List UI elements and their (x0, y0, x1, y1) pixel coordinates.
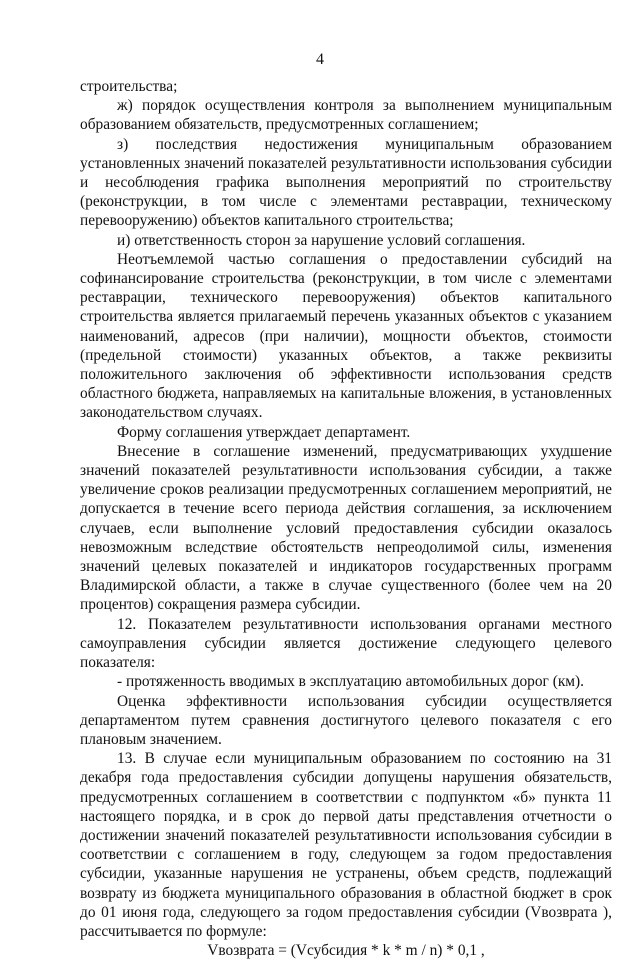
paragraph-object-list: Неотъемлемой частью соглашения о предоставлении субсидий на софинансирование строительства (реконструкции, в том числе с элементами реставрации, технического перевооружения) объектов капитального строительства является прилагаемый перечень указанных объектов с указанием наименований, адресов (при наличии), мощности объектов, стоимости (предельной стоимости) указанных объектов, а также реквизиты положительного заключения об эффективности использования средств областного бюджета, направляемых на капитальные вложения, в установленных законодательством случаях. (80, 250, 612, 422)
paragraph-indicator: - протяженность вводимых в эксплуатацию автомобильных дорог (км). (117, 673, 585, 691)
document-body (80, 77, 612, 960)
paragraph-item-i: и) ответственность сторон за нарушение условий соглашения. (117, 231, 526, 249)
paragraph-item-z: з) последствия недостижения муниципальным образованием установленных значений показателей результативности использования субсидии и несоблюдения графика выполнения мероприятий по строительству (реконструкции, в том числе с элементами реставрации, техническому перевооружению) объектов капитального строительства; (80, 135, 612, 230)
paragraph-continuation: строительства; (80, 78, 178, 95)
paragraph-amendments: Внесение в соглашение изменений, предусматривающих ухудшение значений показателей результативности использования субсидии, а также увеличение сроков реализации предусмотренных соглашением мероприятий, не допускается в течение всего периода действия соглашения, за исключением случаев, если выполнение условий предоставления субсидии оказалось невозможным вследствие обстоятельств непреодолимой силы, изменения значений целевых показателей и индикаторов государственных программ Владимирской области, а также в случае существенного (более чем на 20 процентов) сокращения размера субсидии. (80, 442, 612, 614)
paragraph-evaluation: Оценка эффективности использования субсидии осуществляется департаментом путем сравнения достигнутого целевого показателя с его плановым значением. (80, 692, 612, 748)
formula: Vвозврата = (Vсубсидия * k * m / n) * 0,1 , (207, 942, 485, 960)
page-number: 4 (316, 51, 324, 68)
paragraph-section-12: 12. Показателем результативности использования органами местного самоуправления субсидии является достижение следующего целевого показателя: (80, 615, 612, 672)
paragraph-agreement-form: Форму соглашения утверждает департамент. (117, 423, 411, 441)
paragraph-item-zh: ж) порядок осуществления контроля за выполнением муниципальным образованием обязательств, предусмотренных соглашением; (80, 97, 612, 134)
paragraph-section-13: 13. В случае если муниципальным образованием по состоянию на 31 декабря года предоставления субсидии допущены нарушения обязательств, предусмотренных соглашением в соответствии с подпунктом «б» пункта 11 настоящего порядка, и в срок до первой даты представления отчетности о достижении значений показателей результативности использования субсидии в соответствии с соглашением в году, следующем за годом предоставления субсидии, указанные нарушения не устранены, объем средств, подлежащий возврату из бюджета муниципального образования в областной бюджет в срок до 01 июня года, следующего за годом предоставления субсидии (Vвозврата ), рассчитывается по формуле: (80, 750, 612, 940)
